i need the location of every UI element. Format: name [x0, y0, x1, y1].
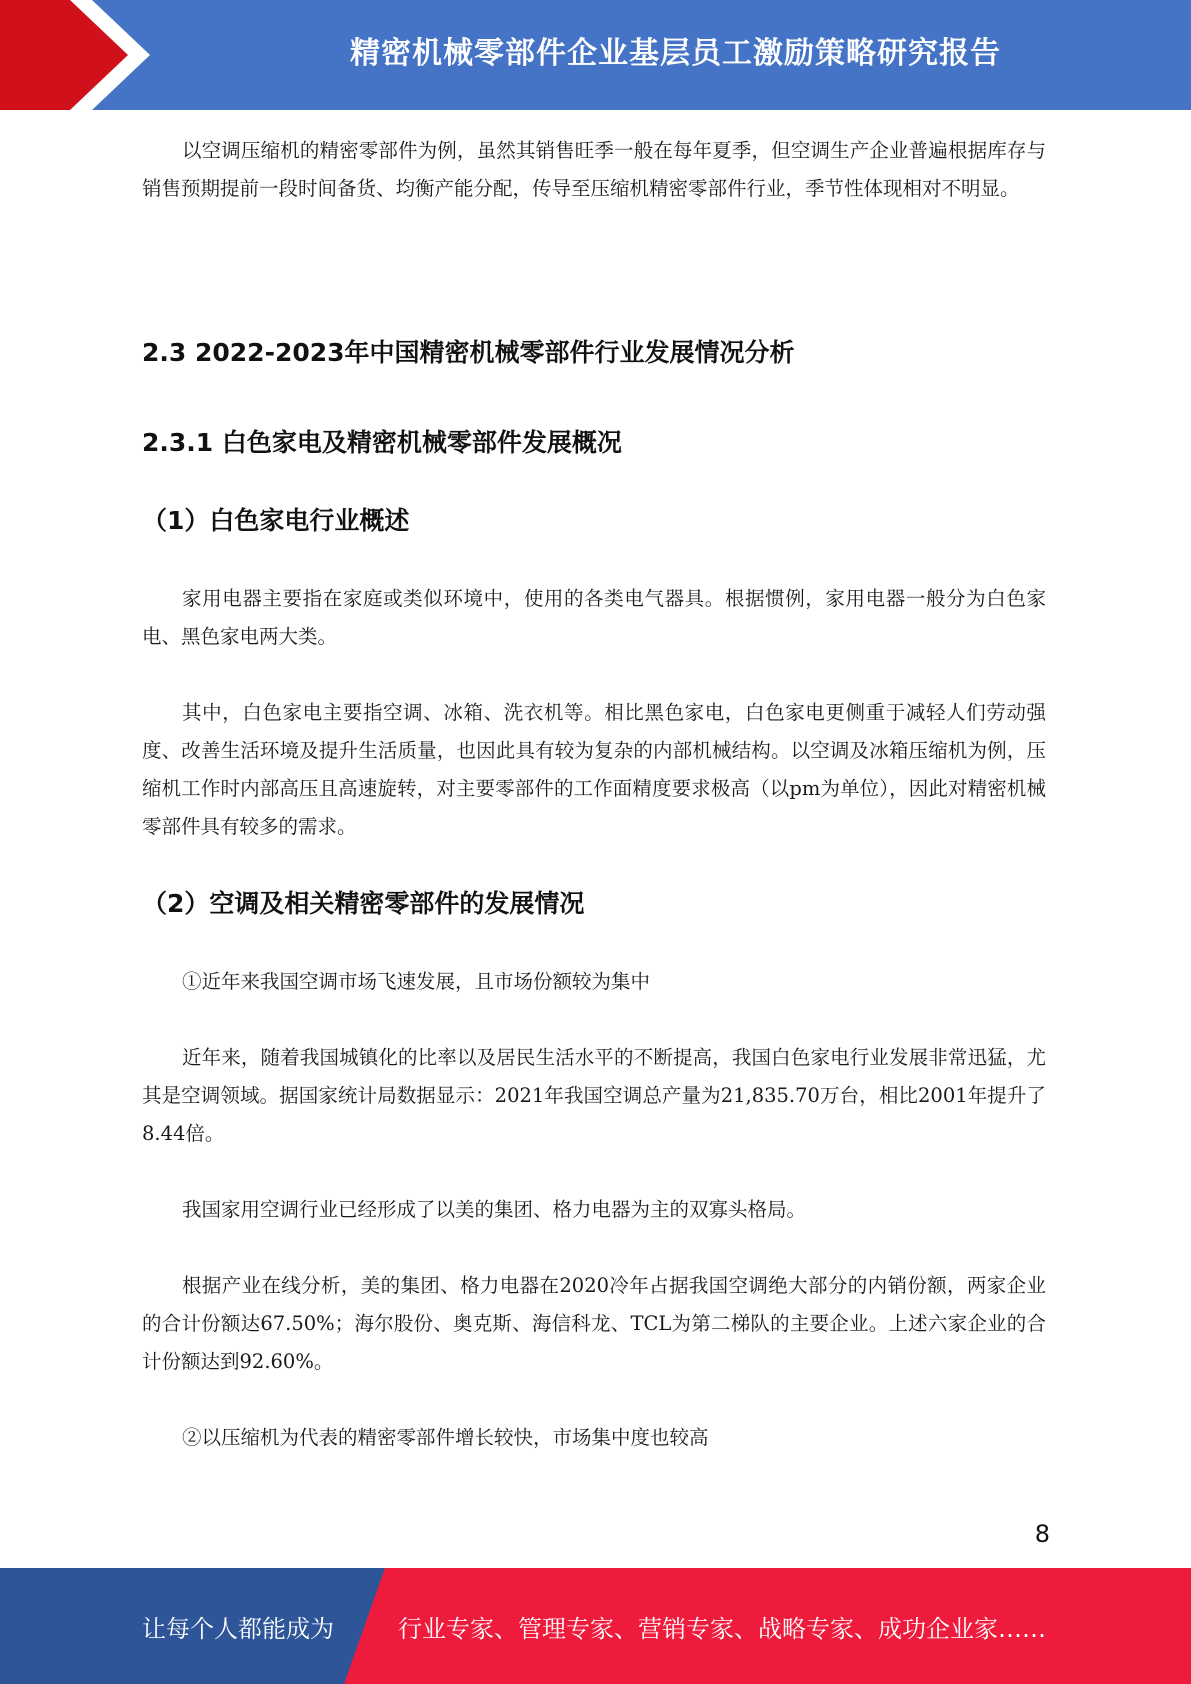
page-number: 8 [1034, 1520, 1050, 1548]
intro-paragraph: 以空调压缩机的精密零部件为例，虽然其销售旺季一般在每年夏季，但空调生产企业普遍根据库存与销售预期提前一段时间备货、均衡产能分配，传导至压缩机精密零部件行业，季节性体现相对不明显。 [142, 139, 1046, 200]
section-heading: 2.3 2022-2023年中国精密机械零部件行业发展情况分析 [142, 338, 795, 367]
part1-heading: （1）白色家电行业概述 [142, 506, 410, 535]
page-footer [0, 1568, 1191, 1684]
part2-paragraph-1: 近年来，随着我国城镇化的比率以及居民生活水平的不断提高，我国白色家电行业发展非常迅猛，尤其是空调领域。据国家统计局数据显示：2021年我国空调总产量为21,835.70万台，相比2001年提升了8.44倍。 [142, 1046, 1046, 1145]
report-title: 精密机械零部件企业基层员工激励策略研究报告 [350, 36, 1001, 71]
part2-heading: （2）空调及相关精密零部件的发展情况 [142, 889, 585, 918]
page-header [0, 0, 1191, 110]
part2-point-1: ①近年来我国空调市场飞速发展，且市场份额较为集中 [182, 970, 651, 993]
part1-paragraph-2: 其中，白色家电主要指空调、冰箱、洗衣机等。相比黑色家电，白色家电更侧重于减轻人们劳动强度、改善生活环境及提升生活质量，也因此具有较为复杂的内部机械结构。以空调及冰箱压缩机为例，压缩机工作时内部高压且高速旋转，对主要零部件的工作面精度要求极高（以pm为单位），因此对精密机械零部件具有较多的需求。 [142, 701, 1046, 838]
subsection-heading: 2.3.1 白色家电及精密机械零部件发展概况 [142, 428, 622, 457]
part2-paragraph-3: 根据产业在线分析，美的集团、格力电器在2020冷年占据我国空调绝大部分的内销份额，两家企业的合计份额达67.50%；海尔股份、奥克斯、海信科龙、TCL为第二梯队的主要企业。上述六家企业的合计份额达到92.60%。 [142, 1274, 1046, 1373]
part2-point-2: ②以压缩机为代表的精密零部件增长较快，市场集中度也较高 [182, 1426, 709, 1449]
part2-paragraph-2: 我国家用空调行业已经形成了以美的集团、格力电器为主的双寡头格局。 [182, 1198, 807, 1221]
footer-slogan-right: 行业专家、管理专家、营销专家、战略专家、成功企业家…… [398, 1614, 1046, 1643]
part1-paragraph-1: 家用电器主要指在家庭或类似环境中，使用的各类电气器具。根据惯例，家用电器一般分为白色家电、黑色家电两大类。 [142, 587, 1046, 648]
footer-slogan-left: 让每个人都能成为 [142, 1614, 334, 1643]
